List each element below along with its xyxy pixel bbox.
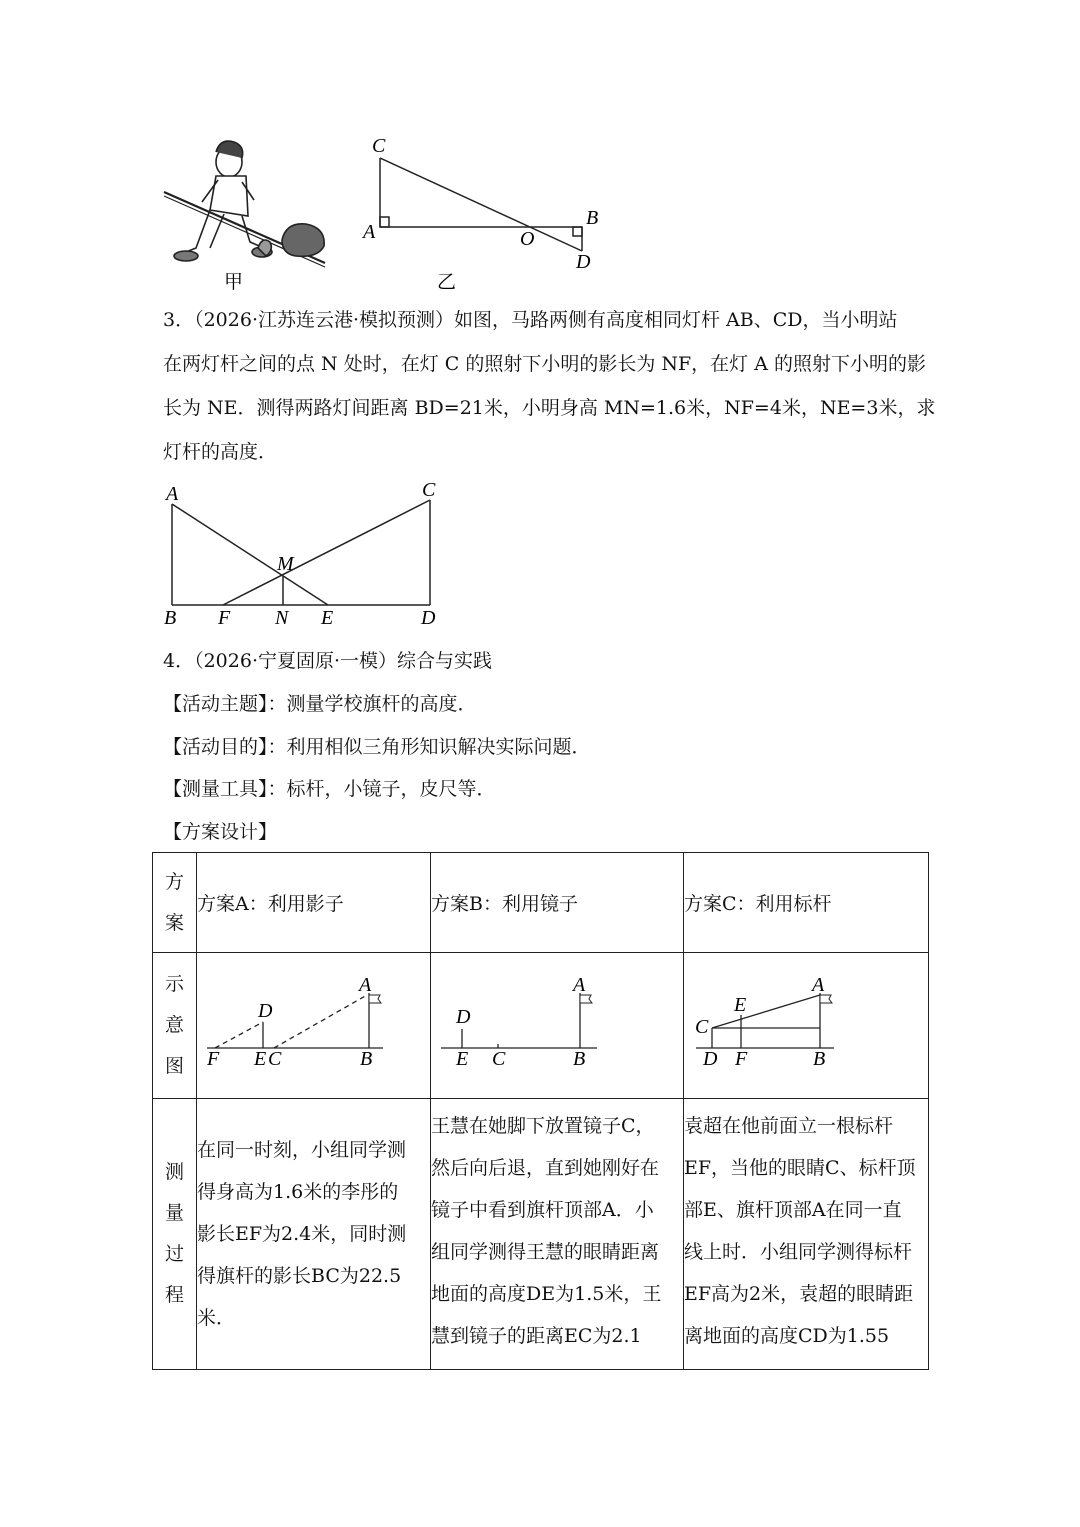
plan-a-point-F: F — [207, 1048, 220, 1070]
process-line: 部E、旗杆顶部A在同一直 — [684, 1199, 902, 1221]
row-head-char: 方 — [164, 870, 184, 893]
row-head-char: 示 — [164, 973, 184, 995]
process-line: 得身高为1.6米的李彤的 — [197, 1181, 399, 1203]
q3-point-C: C — [422, 479, 436, 501]
q4-tools: 【测量工具】：标杆，小镜子，皮尺等． — [163, 778, 496, 800]
row-head-char: 测 — [164, 1161, 184, 1183]
boy-lever-illustration — [164, 141, 325, 267]
point-C: C — [372, 135, 386, 157]
q3-point-M: M — [277, 553, 294, 575]
q4-design: 【方案设计】 — [163, 821, 278, 843]
point-D: D — [576, 251, 591, 273]
plan-b-diagram — [431, 953, 684, 1099]
point-B: B — [586, 207, 599, 229]
similar-triangles-diagram — [380, 158, 582, 251]
table-row-diagram — [153, 953, 929, 1099]
table-row-process — [153, 1099, 929, 1370]
q3-line-4: 灯杆的高度． — [163, 441, 278, 463]
process-line: 镜子中看到旗杆顶部A．小 — [431, 1199, 654, 1221]
process-line: 在同一时刻，小组同学测 — [197, 1139, 407, 1161]
row-head-char: 过 — [164, 1243, 184, 1265]
q4-goal: 【活动目的】：利用相似三角形知识解决实际问题． — [163, 736, 591, 758]
q3-line-2: 在两灯杆之间的点 N 处时，在灯 C 的照射下小明的影长为 NF，在灯 A 的照射下小明的影 — [163, 353, 926, 375]
row-head-char: 意 — [164, 1014, 184, 1036]
q3-point-A: A — [166, 483, 179, 505]
process-line: 米． — [197, 1307, 236, 1329]
row-head-process — [153, 1099, 197, 1370]
plan-c-point-F: F — [735, 1048, 748, 1070]
plan-c-point-E: E — [734, 994, 747, 1016]
point-O: O — [520, 228, 535, 250]
plan-b-point-C: C — [492, 1048, 506, 1070]
q3-point-D: D — [421, 607, 436, 629]
shadow-diagram — [197, 953, 429, 1093]
plan-c-process — [684, 1099, 929, 1370]
plan-a-process — [197, 1099, 431, 1370]
plan-a-point-B: B — [360, 1048, 373, 1070]
plan-a-diagram — [197, 953, 431, 1099]
flag-icon — [820, 995, 832, 1003]
plan-a-point-E: E — [254, 1048, 267, 1070]
process-line: 组同学测得王慧的眼睛距离 — [431, 1241, 660, 1263]
row-head-char: 图 — [164, 1055, 184, 1077]
plan-c-diagram — [684, 953, 929, 1099]
plan-a-name: 方案A：利用影子 — [197, 853, 431, 953]
q3-point-B: B — [164, 607, 177, 629]
process-line: 线上时．小组同学测得标杆 — [684, 1241, 913, 1263]
plan-a-point-A: A — [359, 974, 372, 996]
plan-a-point-D: D — [258, 1000, 273, 1022]
row-head-char: 量 — [164, 1202, 184, 1224]
plan-b-point-D: D — [456, 1006, 471, 1028]
plan-b-point-B: B — [573, 1048, 586, 1070]
process-line: 然后向后退，直到她刚好在 — [431, 1157, 660, 1179]
q3-lamppost-diagram — [150, 478, 470, 633]
process-line: 得旗杆的影长BC为22.5 — [197, 1265, 402, 1287]
process-line: 王慧在她脚下放置镜子C， — [431, 1115, 655, 1137]
plan-b-point-E: E — [456, 1048, 469, 1070]
plan-c-point-A: A — [812, 974, 825, 996]
label-jia: 甲 — [224, 272, 244, 293]
row-head-plan — [153, 853, 197, 953]
process-line: 慧到镜子的距离EC为2.1 — [431, 1325, 642, 1347]
plan-c-name: 方案C：利用标杆 — [684, 853, 929, 953]
plan-b-point-A: A — [573, 974, 586, 996]
plan-c-point-B: B — [813, 1048, 826, 1070]
plan-b-name: 方案B：利用镜子 — [431, 853, 684, 953]
q4-title: 4．（2026·宁夏固原·一模）综合与实践 — [163, 650, 493, 672]
process-line: 袁超在他前面立一根标杆 — [684, 1115, 894, 1137]
process-line: EF高为2米，袁超的眼睛距 — [684, 1283, 914, 1305]
table-row-plan — [153, 853, 929, 953]
pole-diagram — [684, 953, 927, 1093]
q3-point-F: F — [218, 607, 231, 629]
process-line: 离地面的高度CD为1.55 — [684, 1325, 890, 1347]
plan-table — [152, 852, 929, 1370]
plan-c-point-D: D — [703, 1048, 718, 1070]
top-figures — [150, 130, 630, 300]
mirror-diagram — [431, 953, 681, 1093]
process-line: 影长EF为2.4米，同时测 — [197, 1223, 407, 1245]
plan-c-point-C: C — [695, 1016, 709, 1038]
row-head-char: 案 — [164, 911, 184, 934]
row-head-char: 程 — [164, 1284, 184, 1306]
q3-line-1: 3．（2026·江苏连云港·模拟预测）如图，马路两侧有高度相同灯杆 AB、CD，当小明站 — [163, 309, 898, 331]
row-head-diagram — [153, 953, 197, 1099]
label-yi: 乙 — [437, 272, 457, 293]
plan-a-point-C: C — [268, 1048, 282, 1070]
flag-icon — [580, 995, 592, 1003]
q3-point-E: E — [321, 607, 334, 629]
q4-theme: 【活动主题】：测量学校旗杆的高度． — [163, 693, 477, 715]
plan-b-process — [431, 1099, 684, 1370]
flag-icon — [369, 995, 381, 1003]
q3-line-3: 长为 NE．测得两路灯间距离 BD=21米，小明身高 MN=1.6米，NF=4米，NE=3米，求 — [163, 397, 936, 419]
point-A: A — [363, 221, 376, 243]
process-line: 地面的高度DE为1.5米，王 — [431, 1283, 662, 1305]
q3-point-N: N — [275, 607, 289, 629]
process-line: EF，当他的眼睛C、标杆顶 — [684, 1157, 916, 1179]
